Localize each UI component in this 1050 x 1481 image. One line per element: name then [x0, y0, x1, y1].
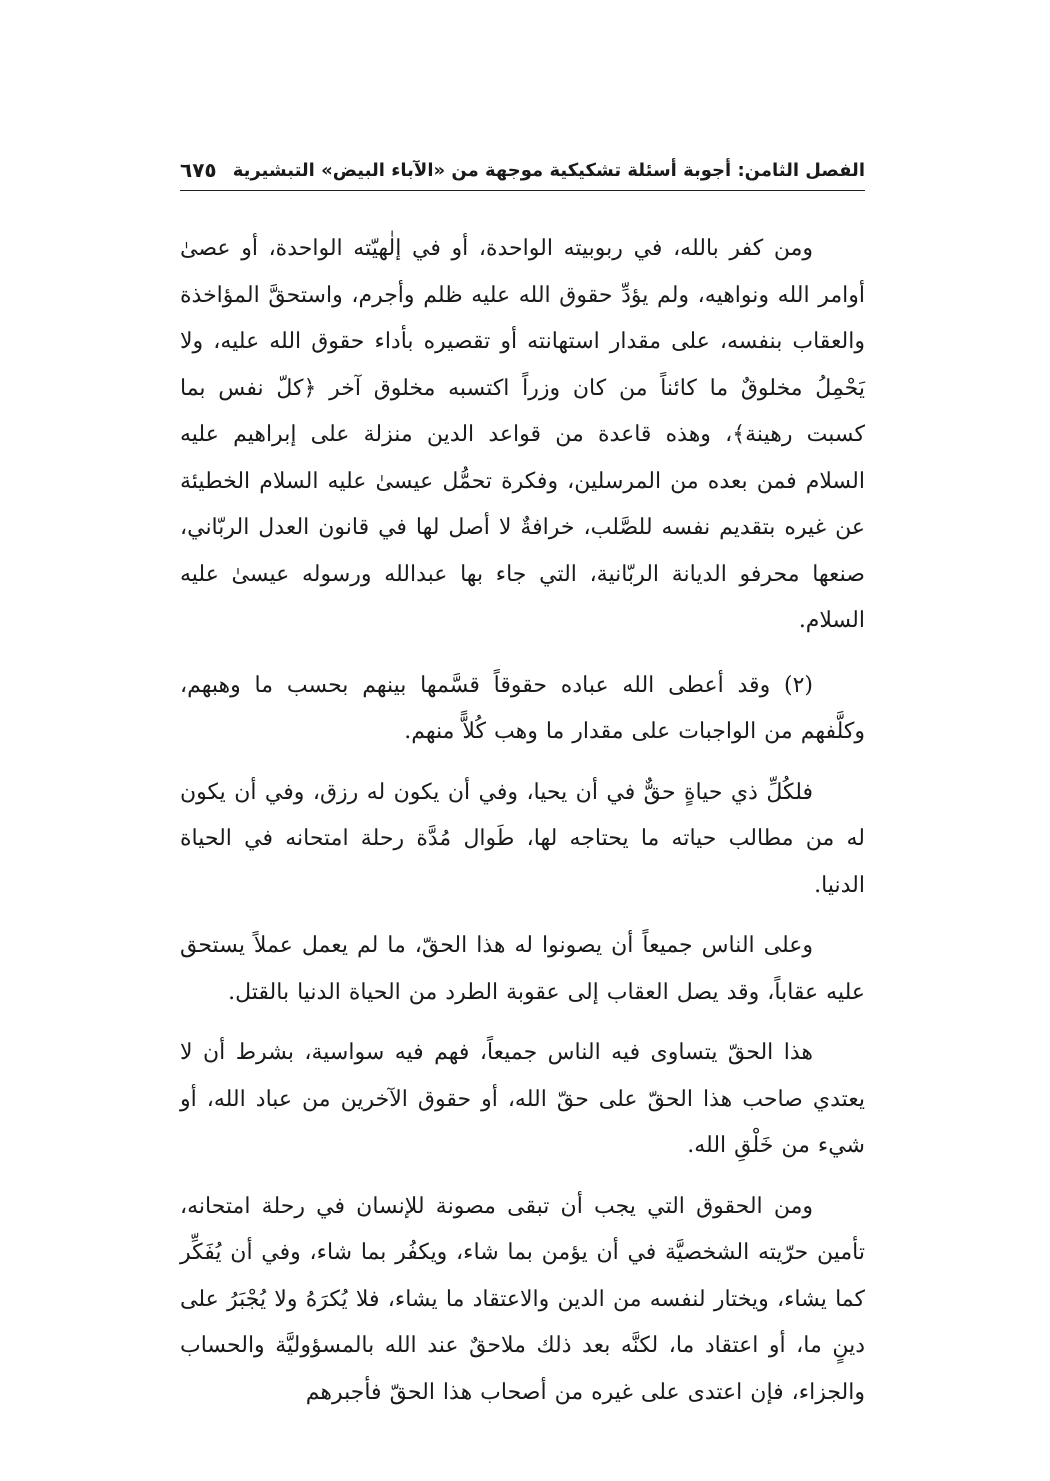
paragraph-4: وعلى الناس جميعاً أن يصونوا له هذا الحقّ، ما لم يعمل عملاً يستحق عليه عقاباً، وقد يصل العقاب إلى عقوبة الطرد من الحياة الدنيا بالقتل.: [180, 933, 865, 1005]
chapter-title: الفصل الثامن: أجوبة أسئلة تشكيكية موجهة من «الآباء البيض» التبشيرية: [232, 159, 865, 181]
paragraph-3: فلكُلِّ ذي حياةٍ حقٌّ في أن يحيا، وفي أن يكون له رزق، وفي أن يكون له من مطالب حياته ما يحتاجه لها، طَوال مُدَّة رحلة امتحانه في الحياة الدنيا.: [180, 779, 865, 898]
page-number: ٦٧٥: [180, 158, 217, 182]
paragraph-1: ومن كفر بالله، في ربوبيته الواحدة، أو في إلٰهيّته الواحدة، أو عصىٰ أوامر الله ونواهيه، ولم يؤدِّ حقوق الله عليه ظلم وأجرم، واستحقَّ المؤاخذة والعقاب بنفسه، على مقدار استهانته أو تقصيره بأداء حقوق الله عليه، ولا يَحْمِلُ مخلوقٌ ما كائناً من كان وزراً اكتسبه مخلوق آخر ﴿كلّ نفس بما كسبت رهينة﴾، وهذه قاعدة من قواعد الدين منزلة على إبراهيم عليه السلام فمن بعده من المرسلين، وفكرة تحمُّل عيسىٰ عليه السلام الخطيئة عن غيره بتقديم نفسه للصَّلب، خرافةٌ لا أصل لها في قانون العدل الربّاني، صنعها محرفو الديانة الربّانية، التي جاء بها عبدالله ورسوله عيسىٰ عليه السلام.: [180, 236, 865, 633]
running-header: [180, 150, 865, 191]
paragraph-6: ومن الحقوق التي يجب أن تبقى مصونة للإنسان في رحلة امتحانه، تأمين حرّيته الشخصيَّة في أن يؤمن بما شاء، ويكفُر بما شاء، وفي أن يُفَكِّر كما يشاء، ويختار لنفسه من الدين والاعتقاد ما يشاء، فلا يُكرَهُ ولا يُجْبَرُ على دينٍ ما، أو اعتقاد ما، لكنَّه بعد ذلك ملاحقٌ عند الله بالمسؤوليَّة والحساب والجزاء، فإن اعتدى على غيره من أصحاب هذا الحقّ فأجبرهم: [180, 1193, 865, 1405]
paragraph-2: (٢) وقد أعطى الله عباده حقوقاً قسَّمها بينهم بحسب ما وهبهم، وكلَّفهم من الواجبات على مقدار ما وهب كُلاًّ منهم.: [180, 672, 865, 744]
body-text: [180, 226, 865, 1430]
paragraph-5: هذا الحقّ يتساوى فيه الناس جميعاً، فهم فيه سواسية، بشرط أن لا يعتدي صاحب هذا الحقّ على حقّ الله، أو حقوق الآخرين من عباد الله، أو شيء من خَلْقِ الله.: [180, 1040, 865, 1158]
